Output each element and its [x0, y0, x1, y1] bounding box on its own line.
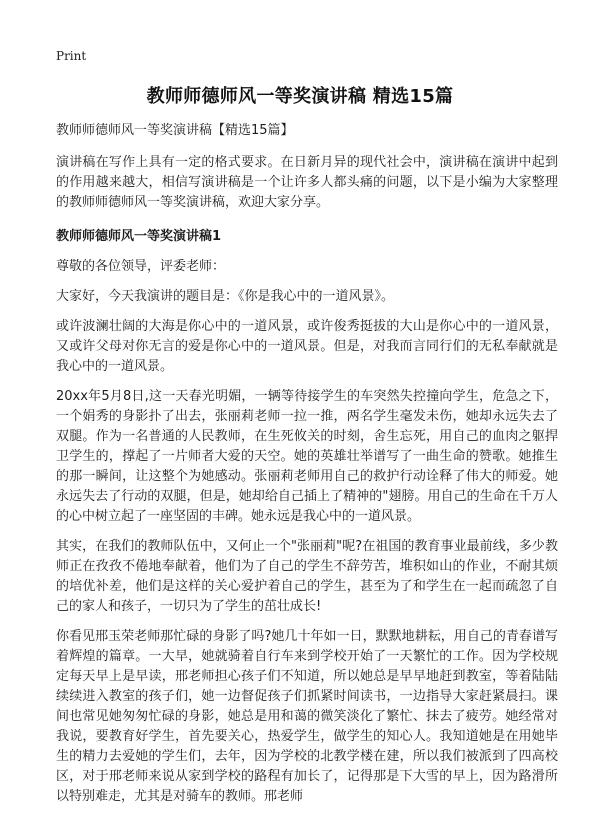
print-link[interactable]: Print [56, 49, 87, 63]
intro-paragraph: 演讲稿在写作上具有一定的格式要求。在日新月异的现代社会中，演讲稿在演讲中起到的作用越来越大，相信写演讲稿是一个让许多人都头痛的问题，以下是小编为大家整理的教师师德师风一等奖演讲稿，欢迎大家分享。 [56, 155, 558, 210]
article-subtitle: 教师师德师风一等奖演讲稿【精选15篇】 [56, 123, 294, 138]
paragraph: 大家好，今天我演讲的题目是：《你是我心中的一道风景》。 [56, 289, 395, 304]
paragraph: 其实，在我们的教师队伍中，又何止一个"张丽莉"呢?在祖国的教育事业最前线，多少教师正在孜孜不倦地奉献着，他们为了自己的学生不辞劳苦，堆积如山的作业，不耐其烦的培优补差，他们是这样的关心爱护着自己的学生，甚至为了和学生在一起而疏忽了自己的家人和孩子，一切只为了学生的茁壮成长! [56, 539, 558, 614]
paragraph: 尊敬的各位领导，评委老师： [56, 259, 226, 274]
section-heading: 教师师德师风一等奖演讲稿1 [56, 229, 222, 244]
paragraph: 或许波澜壮阔的大海是你心中的一道风景，或许俊秀挺拔的大山是你心中的一道风景，又或许父母对你无言的爱是你心中的一道风景。但是，对我而言同行们的无私奉献就是我心中的一道风景。 [56, 319, 558, 374]
paragraph: 20xx年5月8日,这一天春光明媚，一辆等待接学生的车突然失控撞向学生，危急之下，一个娟秀的身影扑了出去，张丽莉老师一拉一推，两名学生毫发未伤，她却永远失去了双腿。作为一名普通的人民教师，在生死攸关的时刻，舍生忘死，用自己的血肉之躯捍卫学生的，撑起了一片师者大爱的天空。她的英雄壮举谱写了一曲生命的赞歌。她推生的那一瞬间，让这整个为她感动。张丽莉老师用自己的救护行动诠释了伟大的师爱。她永远失去了行动的双腿，但是，她却给自己插上了精神的"翅膀。用自己的生命在千万人的心中树立起了一座坚固的丰碑。她永远是我心中的一道风景。 [56, 389, 558, 524]
page-title: 教师师德师风一等奖演讲稿 精选15篇 [146, 86, 454, 107]
paragraph: 你看见邢玉荣老师那忙碌的身影了吗?她几十年如一日，默默地耕耘，用自己的青春谱写着辉煌的篇章。一大早，她就骑着自行车来到学校开始了一天繁忙的工作。因为学校规定每天早上是早读，邢老师担心孩子们不知道，所以她总是早早地赶到教室，等着陆陆续续进入教室的孩子们，她一边督促孩子们抓紧时间读书，一边指导大家赶紧晨扫。课间也常见她匆匆忙碌的身影，她总是用和蔼的微笑淡化了繁忙、抹去了疲劳。她经常对我说，要教育好学生，首先要关心，热爱学生，做学生的知心人。我知道她是在用她毕生的精力去爱她的学生们，去年，因为学校的北教学楼在建，所以我们被派到了四高校区，对于邢老师来说从家到学校的路程有加长了，记得那是下大雪的早上，因为路滑所以特别难走，尤其是对骑车的教师。邢老师 [56, 629, 558, 804]
article-body [56, 121, 558, 817]
